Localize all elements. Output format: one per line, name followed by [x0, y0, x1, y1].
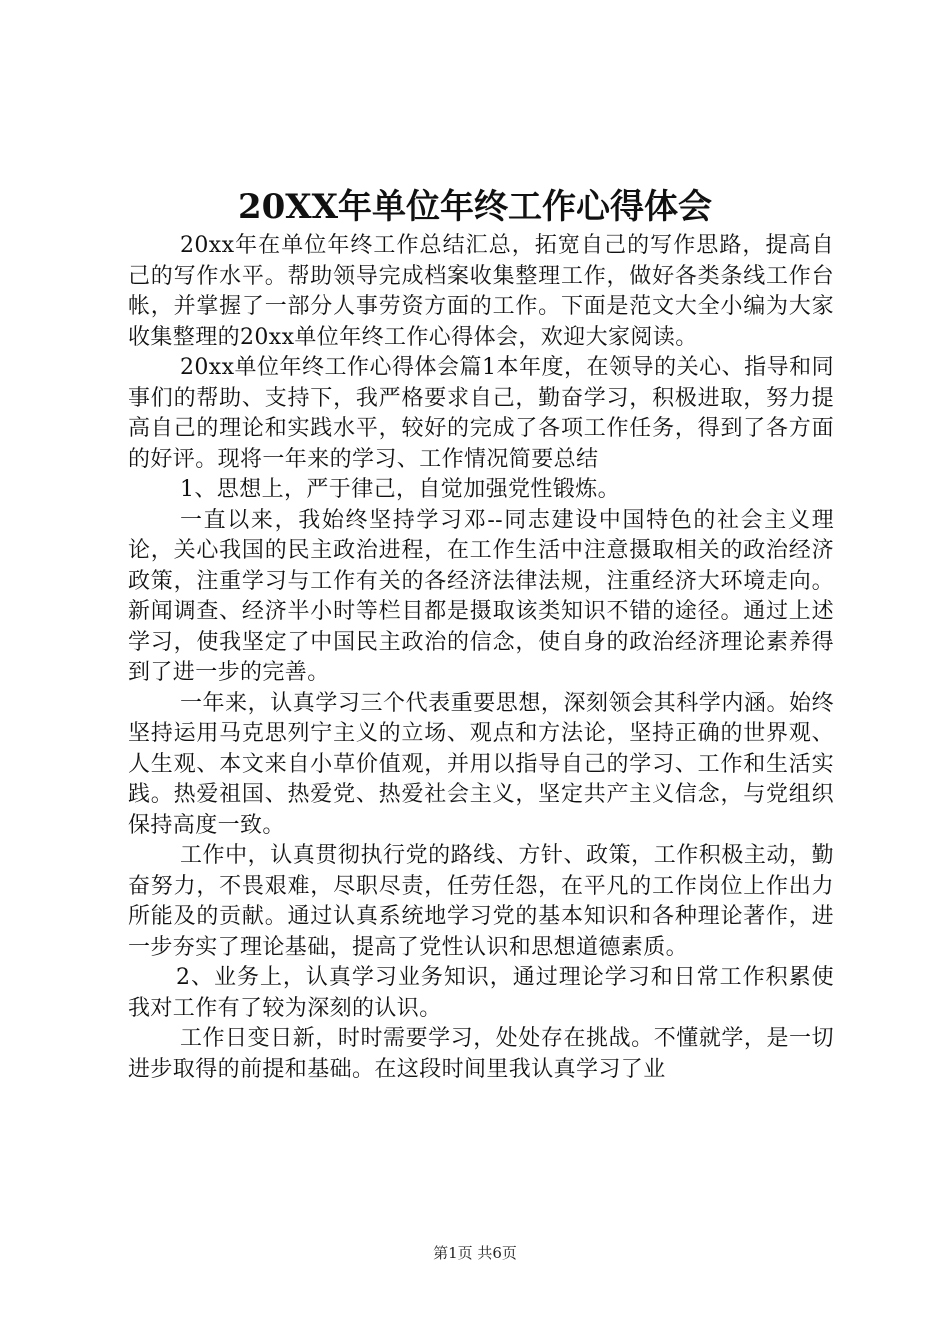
document-body	[128, 231, 834, 1085]
paragraph-heading-ideology: 1、思想上，严于律己，自觉加强党性锻炼。	[180, 477, 620, 502]
paragraph-theory-study: 一直以来，我始终坚持学习邓--同志建设中国特色的社会主义理论，关心我国的民主政治进程，在工作生活中注意摄取相关的政治经济政策，注重学习与工作有关的各经济法律法规，注重经济大环境走向。新闻调查、经济半小时等栏目都是摄取该类知识不错的途径。通过上述学习，使我坚定了中国民主政治的信念，使自身的政治经济理论素养得到了进一步的完善。	[128, 507, 834, 685]
paragraph-intro: 20xx年在单位年终工作总结汇总，拓宽自己的写作思路，提高自己的写作水平。帮助领导完成档案收集整理工作，做好各类条线工作台帐，并掌握了一部分人事劳资方面的工作。下面是范文大全小编为大家收集整理的20xx单位年终工作心得体会，欢迎大家阅读。	[128, 233, 834, 350]
page-number-footer: 第1页 共6页	[433, 1244, 517, 1262]
document-title: 20XX年单位年终工作心得体会	[237, 187, 713, 227]
paragraph-work-attitude: 工作中，认真贯彻执行党的路线、方针、政策，工作积极主动，勤奋努力，不畏艰难，尽职尽责，任劳任怨，在平凡的工作岗位上作出力所能及的贡献。通过认真系统地学习党的基本知识和各种理论著作，进一步夯实了理论基础，提高了党性认识和思想道德素质。	[128, 843, 834, 960]
paragraph-article-1-opening: 20xx单位年终工作心得体会篇1本年度，在领导的关心、指导和同事们的帮助、支持下，我严格要求自己，勤奋学习，积极进取，努力提高自己的理论和实践水平，较好的完成了各项工作任务，得到了各方面的好评。现将一年来的学习、工作情况简要总结	[128, 355, 834, 472]
paragraph-heading-business: 2、业务上，认真学习业务知识，通过理论学习和日常工作积累使我对工作有了较为深刻的认识。	[128, 965, 834, 1021]
paragraph-continuous-learning: 工作日变日新，时时需要学习，处处存在挑战。不懂就学，是一切进步取得的前提和基础。在这段时间里我认真学习了业	[128, 1026, 834, 1082]
paragraph-three-represents: 一年来，认真学习三个代表重要思想，深刻领会其科学内涵。始终坚持运用马克思列宁主义的立场、观点和方法论，坚持正确的世界观、人生观、本文来自小草价值观，并用以指导自己的学习、工作和生活实践。热爱祖国、热爱党、热爱社会主义，坚定共产主义信念，与党组织保持高度一致。	[128, 690, 834, 838]
